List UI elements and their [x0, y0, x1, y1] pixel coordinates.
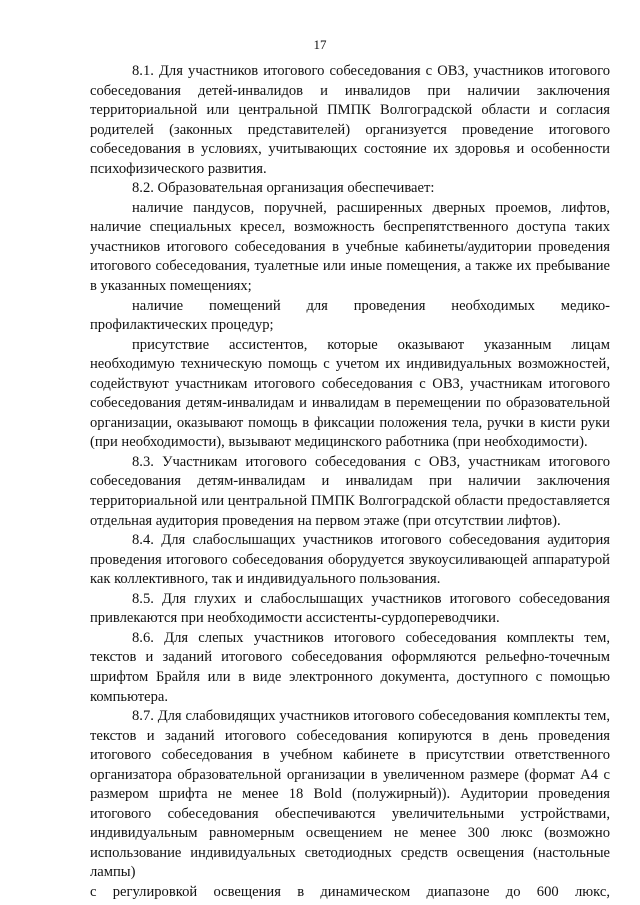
paragraph-8-4: 8.4. Для слабослышащих участников итогового собеседования аудитория проведения итогового собеседования оборудуется звукоусиливающей аппаратурой как коллективного, так и индивидуального пользования.: [90, 532, 610, 588]
paragraph-continuation: с регулировкой освещения в динамическом диапазоне до 600 люкс,: [90, 883, 610, 900]
list-item-medical-rooms: наличие помещений для проведения необходимых медико-профилактических процедур;: [90, 297, 610, 334]
paragraph-8-1: 8.1. Для участников итогового собеседования с ОВЗ, участников итогового собеседования детей-инвалидов и инвалидов при наличии заключения территориальной или центральной ПМПК Волгоградской области и согласия родителей (законных представителей) организуется проведение итогового собеседования в условиях, учитывающих состояние их здоровья и особенности психофизического развития.: [90, 63, 610, 177]
paragraph-8-5: 8.5. Для глухих и слабослышащих участников итогового собеседования привлекаются при необходимости ассистенты-сурдопереводчики.: [90, 590, 610, 627]
paragraph-8-7: 8.7. Для слабовидящих участников итогового собеседования комплекты тем, текстов и заданий итогового собеседования копируются в день проведения итогового собеседования в учебном кабинете в присутствии ответственного организатора образовательной организации в увеличенном размере (формат А4 с размером шрифта не менее 18 Bold (полужирный)). Аудитории проведения итогового собеседования обеспечиваются увеличительными устройствами, индивидуальным равномерным освещением не менее 300 люкс (возможно использование индивидуальных светодиодных средств освещения (настольные лампы): [90, 708, 610, 881]
paragraph-8-6: 8.6. Для слепых участников итогового собеседования комплекты тем, текстов и заданий итогового собеседования оформляются рельефно-точечным шрифтом Брайля или в виде электронного документа, доступного с помощью компьютера.: [90, 629, 610, 705]
document-body: [90, 62, 610, 903]
list-item-ramps: наличие пандусов, поручней, расширенных дверных проемов, лифтов, наличие специальных кресел, возможность беспрепятственного доступа таких участников итогового собеседования в учебные кабинеты/аудитории проведения итогового собеседования, туалетные или иные помещения, а также их пребывание в указанных помещениях;: [90, 199, 610, 295]
page-number: 17: [313, 37, 327, 52]
paragraph-8-3: 8.3. Участникам итогового собеседования с ОВЗ, участникам итогового собеседования детям-инвалидам и инвалидам при наличии заключения территориальной или центральной ПМПК Волгоградской области предоставляется отдельная аудитория проведения на первом этаже (при отсутствии лифтов).: [90, 453, 610, 529]
list-item-assistants: присутствие ассистентов, которые оказывают указанным лицам необходимую техническую помощь с учетом их индивидуальных возможностей, содействуют участникам итогового собеседования с ОВЗ, участникам итогового собеседования детям-инвалидам и инвалидам в перемещении по образовательной организации, оказывают помощь в фиксации положения тела, ручки в кисти руки (при необходимости), вызывают медицинского работника (при необходимости).: [90, 336, 610, 451]
paragraph-8-2: 8.2. Образовательная организация обеспечивает:: [132, 180, 435, 197]
